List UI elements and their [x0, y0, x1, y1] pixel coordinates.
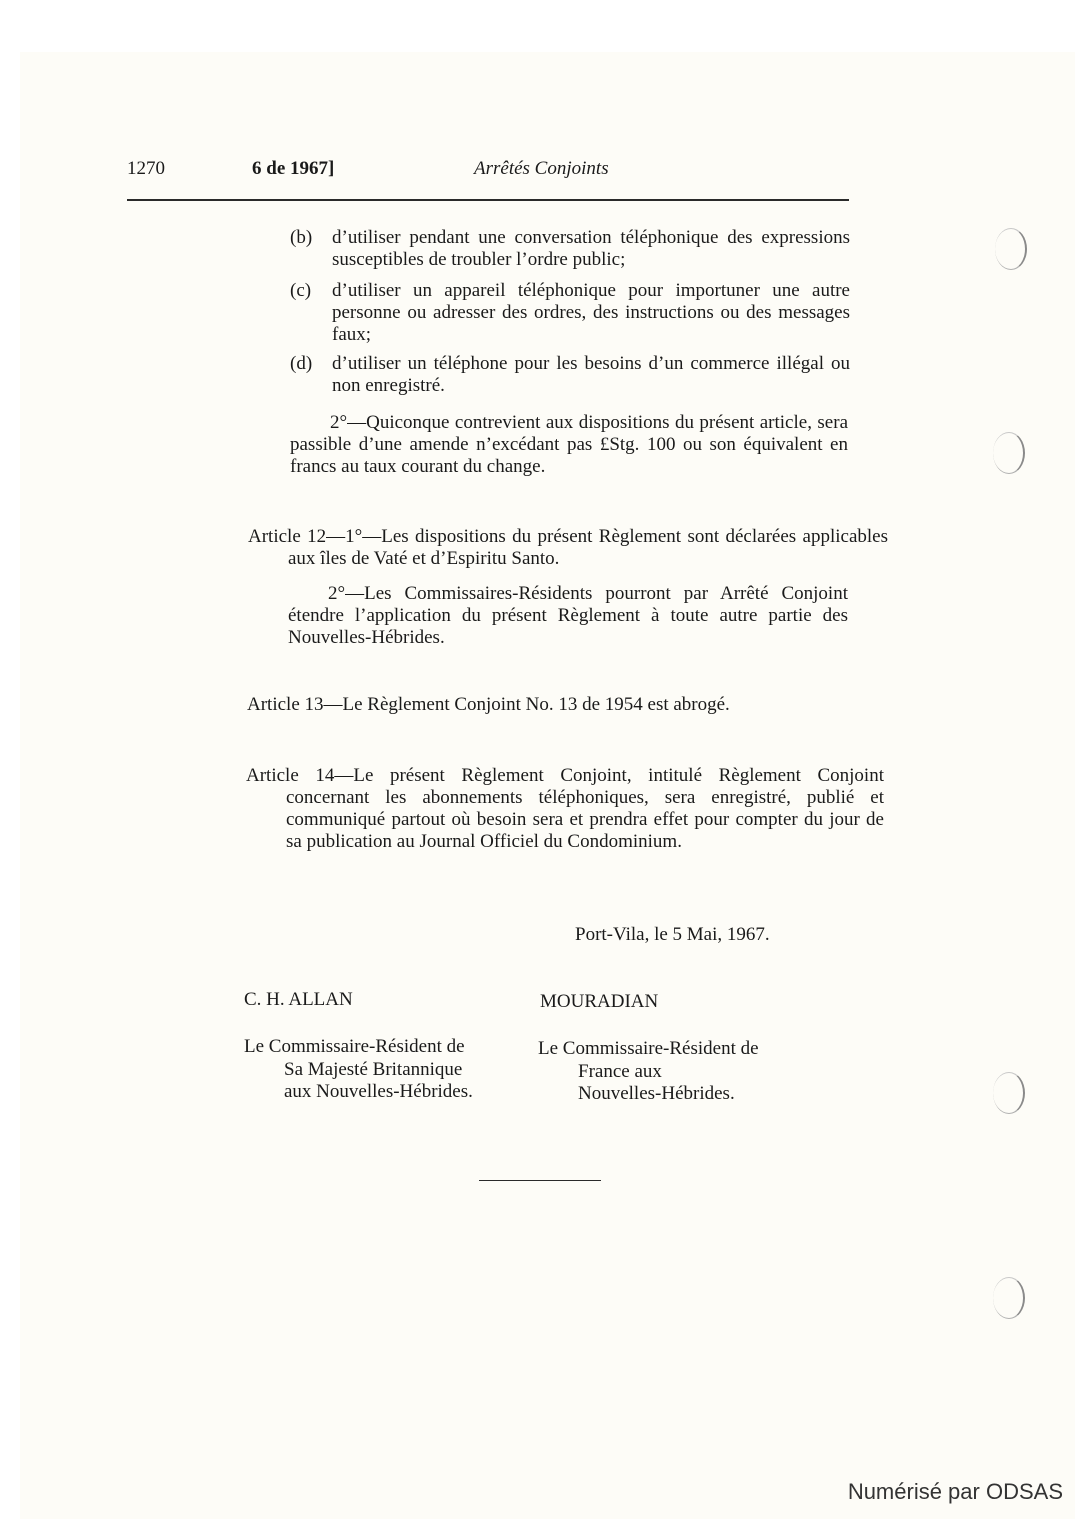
- list-item-c: [290, 280, 850, 346]
- digitization-credit: Numérisé par ODSAS: [847, 1479, 1063, 1504]
- place-date: Port-Vila, le 5 Mai, 1967.: [575, 924, 770, 945]
- closing-rule: [479, 1180, 601, 1181]
- article-12-paragraph-2: 2°—Les Commissaires-Résidents pourront par Arrêté Conjoint étendre l’application du présent Règlement à toute autre partie des Nouvelles-Hébrides.: [288, 583, 848, 648]
- item-text: d’utiliser un téléphone pour les besoins d’un commerce illégal ou non enregistré.: [332, 353, 850, 396]
- page-number: 1270: [127, 158, 165, 179]
- signatory-name-british: C. H. ALLAN: [244, 989, 353, 1010]
- article-12-paragraph-1: Article 12—1°—Les dispositions du présent Règlement sont déclarées applicables aux îles de Vaté et d’Espiritu Santo.: [248, 526, 888, 569]
- item-label: (d): [290, 353, 313, 374]
- punch-hole: [995, 228, 1027, 270]
- title-line: aux Nouvelles-Hébrides.: [284, 1081, 473, 1102]
- header-rule: [127, 199, 849, 201]
- item-label: (c): [290, 280, 312, 301]
- header-reference: 6 de 1967]: [252, 158, 335, 179]
- title-line: Le Commissaire-Résident de: [244, 1036, 465, 1057]
- list-item-b: [290, 227, 850, 271]
- title-line: Le Commissaire-Résident de: [538, 1038, 759, 1059]
- title-line: Nouvelles-Hébrides.: [578, 1083, 735, 1104]
- signatory-name-french: MOURADIAN: [540, 991, 659, 1012]
- article-13: Article 13—Le Règlement Conjoint No. 13 de 1954 est abrogé.: [247, 694, 730, 715]
- list-item-d: [290, 353, 850, 397]
- article-14: Article 14—Le présent Règlement Conjoint, intitulé Règlement Conjoint concernant les abonnements téléphoniques, sera enregistré, publié et communiqué partout où besoin sera et prendra effet pour compter du jour de sa publication au Journal Officiel du Condominium.: [246, 765, 884, 852]
- item-text: d’utiliser un appareil téléphonique pour importuner une autre personne ou adresser des ordres, des instructions ou des messages faux;: [332, 280, 850, 345]
- header-title: Arrêtés Conjoints: [474, 158, 609, 179]
- penalty-paragraph: 2°—Quiconque contrevient aux dispositions du présent article, sera passible d’une amende n’excédant pas £Stg. 100 ou son équivalent en francs au taux courant du change.: [290, 412, 848, 477]
- item-label: (b): [290, 227, 313, 248]
- punch-hole: [993, 1072, 1025, 1114]
- punch-hole: [993, 432, 1025, 474]
- title-line: Sa Majesté Britannique: [284, 1058, 463, 1080]
- signatory-title-british: [244, 1036, 473, 1104]
- title-line: France aux: [578, 1060, 662, 1082]
- punch-hole: [993, 1277, 1025, 1319]
- signatory-title-french: [538, 1038, 759, 1106]
- item-text: d’utiliser pendant une conversation téléphonique des expressions susceptibles de troubler l’ordre public;: [332, 227, 850, 270]
